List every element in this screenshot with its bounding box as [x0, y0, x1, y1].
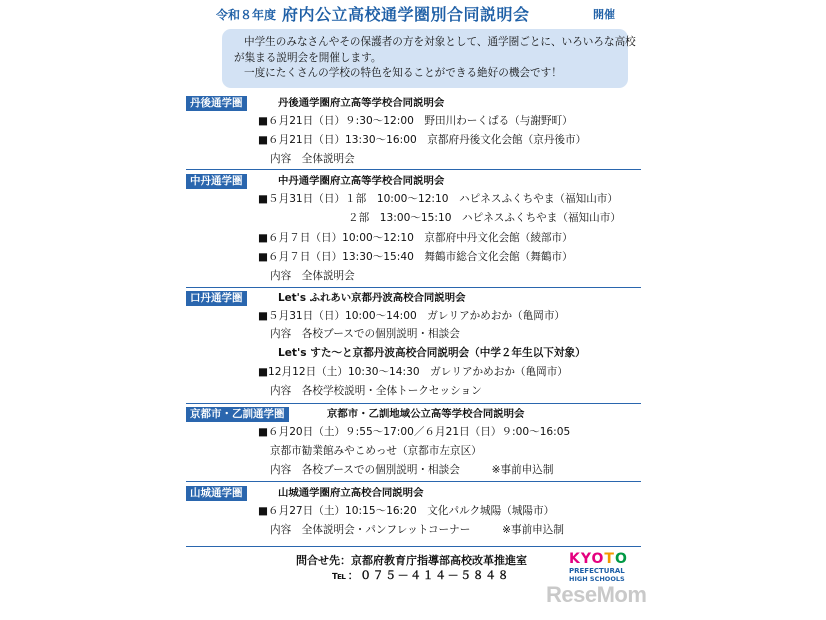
- event-flyer: [186, 0, 641, 620]
- schedule-line: ■６月21日（日）９:30～12:00 野田川わーくぱる（与謝野町）: [258, 115, 573, 127]
- content-line: 内容 全体説明会: [270, 153, 355, 165]
- section-divider: [186, 287, 641, 288]
- schedule-line: ■６月21日（日）13:30～16:00 京都府丹後文化会館（京丹後市）: [258, 134, 587, 146]
- content-line: 内容 各校学校説明・全体トークセッション: [270, 385, 482, 397]
- logo-letter: O: [591, 551, 605, 567]
- contact-office: 問合せ先：京都府教育庁指導部高校改革推進室: [296, 554, 527, 567]
- section-divider: [186, 403, 641, 404]
- section-tag: 京都市・乙訓通学圏: [186, 407, 289, 422]
- logo-wordmark: [569, 551, 629, 567]
- schedule-line: ■６月27日（土）10:15～16:20 文化パルク城陽（城陽市）: [258, 505, 555, 517]
- section-tag: 口丹通学圏: [186, 291, 247, 306]
- intro-line: が集まる説明会を開催します。: [234, 51, 382, 64]
- section-divider: [186, 546, 641, 547]
- schedule-line: ■６月７日（日）13:30～15:40 舞鶴市総合文化会館（舞鶴市）: [258, 251, 573, 263]
- section-divider: [186, 481, 641, 482]
- logo-subtext: HIGH SCHOOLS: [569, 575, 625, 583]
- logo-letter: K: [569, 551, 581, 567]
- schedule-line: ２部 13:00～15:10 ハピネスふくちやま（福知山市）: [348, 212, 621, 224]
- header-year: 令和８年度: [216, 8, 277, 22]
- section-title: 中丹通学圏府立高等学校合同説明会: [278, 175, 445, 187]
- section-divider: [186, 169, 641, 170]
- header: [186, 2, 641, 24]
- schedule-line: ■12月12日（土）10:30～14:30 ガレリアかめおか（亀岡市）: [258, 366, 568, 378]
- page-title: 府内公立高校通学圏別合同説明会: [282, 5, 530, 24]
- intro-box: [222, 29, 636, 88]
- section-title: 京都市・乙訓地域公立高等学校合同説明会: [327, 408, 525, 420]
- resemom-watermark: ReseMom: [546, 582, 647, 607]
- venue-line: 京都市勧業館みやこめっせ（京都市左京区）: [270, 445, 482, 457]
- kyoto-prefectural-logo: [569, 551, 629, 583]
- section-subtitle: Let's すた～と京都丹波高校合同説明会（中学２年生以下対象）: [278, 347, 586, 359]
- section-tag: 中丹通学圏: [186, 174, 247, 189]
- contact-info: [296, 553, 527, 583]
- section-title: Let's ふれあい京都丹波高校合同説明会: [278, 292, 466, 304]
- intro-line: 中学生のみなさんやその保護者の方を対象として、通学圏ごとに、いろいろな高校: [244, 36, 636, 48]
- logo-letter: O: [614, 551, 628, 567]
- intro-line: 一度にたくさんの学校の特色を知ることができる絶好の機会です！: [244, 67, 562, 79]
- content-line: 内容 全体説明会・パンフレットコーナー ※事前申込制: [270, 524, 564, 536]
- content-line: 内容 各校ブースでの個別説明・相談会: [270, 328, 460, 340]
- logo-subtext: PREFECTURAL: [569, 567, 625, 575]
- section-tag: 丹後通学圏: [186, 96, 247, 111]
- content-line: 内容 全体説明会: [270, 270, 355, 282]
- schedule-line: ■６月20日（土）９:55～17:00／６月21日（日）９:00～16:05: [258, 426, 571, 438]
- schedule-line: ■５月31日（日）１部 10:00～12:10 ハピネスふくちやま（福知山市）: [258, 193, 618, 205]
- section-title: 丹後通学圏府立高等学校合同説明会: [278, 97, 445, 109]
- content-line: 内容 各校ブースでの個別説明・相談会 ※事前申込制: [270, 464, 554, 476]
- header-suffix: 開催: [593, 8, 615, 21]
- schedule-line: ■６月７日（日）10:00～12:10 京都府中丹文化会館（綾部市）: [258, 232, 573, 244]
- section-title: 山城通学圏府立高校合同説明会: [278, 487, 424, 499]
- section-tag: 山城通学圏: [186, 486, 247, 501]
- logo-letter: Y: [580, 551, 592, 567]
- logo-letter: T: [604, 551, 615, 567]
- schedule-line: ■５月31日（日）10:00～14:00 ガレリアかめおか（亀岡市）: [258, 310, 566, 322]
- contact-phone: ℡：０７５－４１４－５８４８: [332, 569, 511, 582]
